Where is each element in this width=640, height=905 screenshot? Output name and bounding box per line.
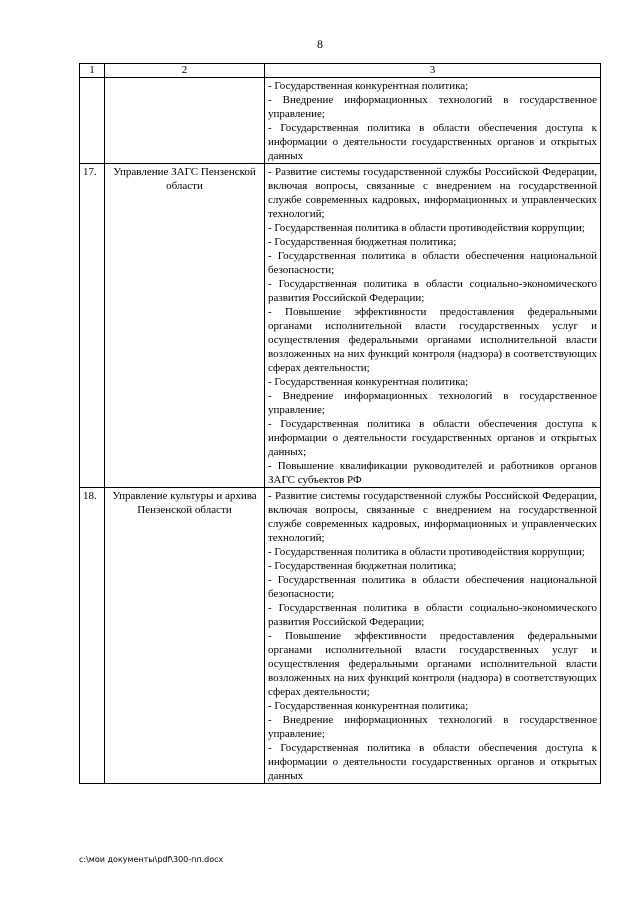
list-item: - Государственная политика в области обеспечения национальной безопасности;: [268, 250, 597, 276]
row-number: 18.: [80, 488, 105, 784]
list-item: - Государственная политика в области противодействия коррупции;: [268, 546, 585, 558]
list-item: - Государственная политика в области обеспечения доступа к информации о деятельности государственных органов и открытых данных: [268, 742, 597, 782]
list-item: - Повышение квалификации руководителей и работников органов ЗАГС субъектов РФ: [268, 460, 597, 486]
footer-file-path: c:\мои документы\pdf\300-пп.docx: [79, 855, 224, 864]
list-item: - Государственная конкурентная политика;: [268, 376, 469, 388]
header-col-1: 1: [80, 64, 105, 78]
list-item: - Внедрение информационных технологий в государственное управление;: [268, 390, 597, 416]
items-cell: [265, 488, 601, 784]
org-name: Управление ЗАГС Пензенской области: [105, 164, 265, 488]
list-item: - Повышение эффективности предоставления федеральными органами исполнительной власти государственных услуг и осуществления федеральными органами исполнительной власти возложенных на них функций контроля (надзора) в соответствующих сферах деятельности;: [268, 630, 597, 698]
header-col-3: 3: [265, 64, 601, 78]
list-item: - Повышение эффективности предоставления федеральными органами исполнительной власти государственных услуг и осуществления федеральными органами исполнительной власти возложенных на них функций контроля (надзора) в соответствующих сферах деятельности;: [268, 306, 597, 374]
table-row-continuation: [80, 78, 601, 164]
list-item: - Внедрение информационных технологий в государственное управление;: [268, 714, 597, 740]
table-header-row: [80, 64, 601, 78]
header-col-2: 2: [105, 64, 265, 78]
table-row-18: [80, 488, 601, 784]
items-cell: [265, 78, 601, 164]
list-item: - Государственная конкурентная политика;: [268, 80, 469, 92]
list-item: - Государственная политика в области обеспечения национальной безопасности;: [268, 574, 597, 600]
list-item: - Государственная политика в области обеспечения доступа к информации о деятельности государственных органов и открытых данных: [268, 122, 597, 162]
list-item: - Государственная политика в области социально-экономического развития Российской Федерации;: [268, 602, 597, 628]
list-item: - Государственная бюджетная политика;: [268, 560, 457, 572]
org-cell: [105, 78, 265, 164]
list-item: - Внедрение информационных технологий в государственное управление;: [268, 94, 597, 120]
row-number: 17.: [80, 164, 105, 488]
list-item: - Государственная политика в области противодействия коррупции;: [268, 222, 585, 234]
list-item: - Государственная политика в области обеспечения доступа к информации о деятельности государственных органов и открытых данных;: [268, 418, 597, 458]
items-cell: [265, 164, 601, 488]
list-item: - Государственная политика в области социально-экономического развития Российской Федерации;: [268, 278, 597, 304]
list-item: - Развитие системы государственной службы Российской Федерации, включая вопросы, связанные с внедрением на государственной службе современных кадровых, информационных и управленческих технологий;: [268, 166, 597, 220]
document-table: [79, 63, 601, 784]
list-item: - Государственная бюджетная политика;: [268, 236, 457, 248]
page-number: 8: [317, 37, 323, 51]
list-item: - Развитие системы государственной службы Российской Федерации, включая вопросы, связанные с внедрением на государственной службе современных кадровых, информационных и управленческих технологий;: [268, 490, 597, 544]
org-name: Управление культуры и архива Пензенской области: [105, 488, 265, 784]
table-row-17: [80, 164, 601, 488]
row-number-cell: [80, 78, 105, 164]
list-item: - Государственная конкурентная политика;: [268, 700, 469, 712]
